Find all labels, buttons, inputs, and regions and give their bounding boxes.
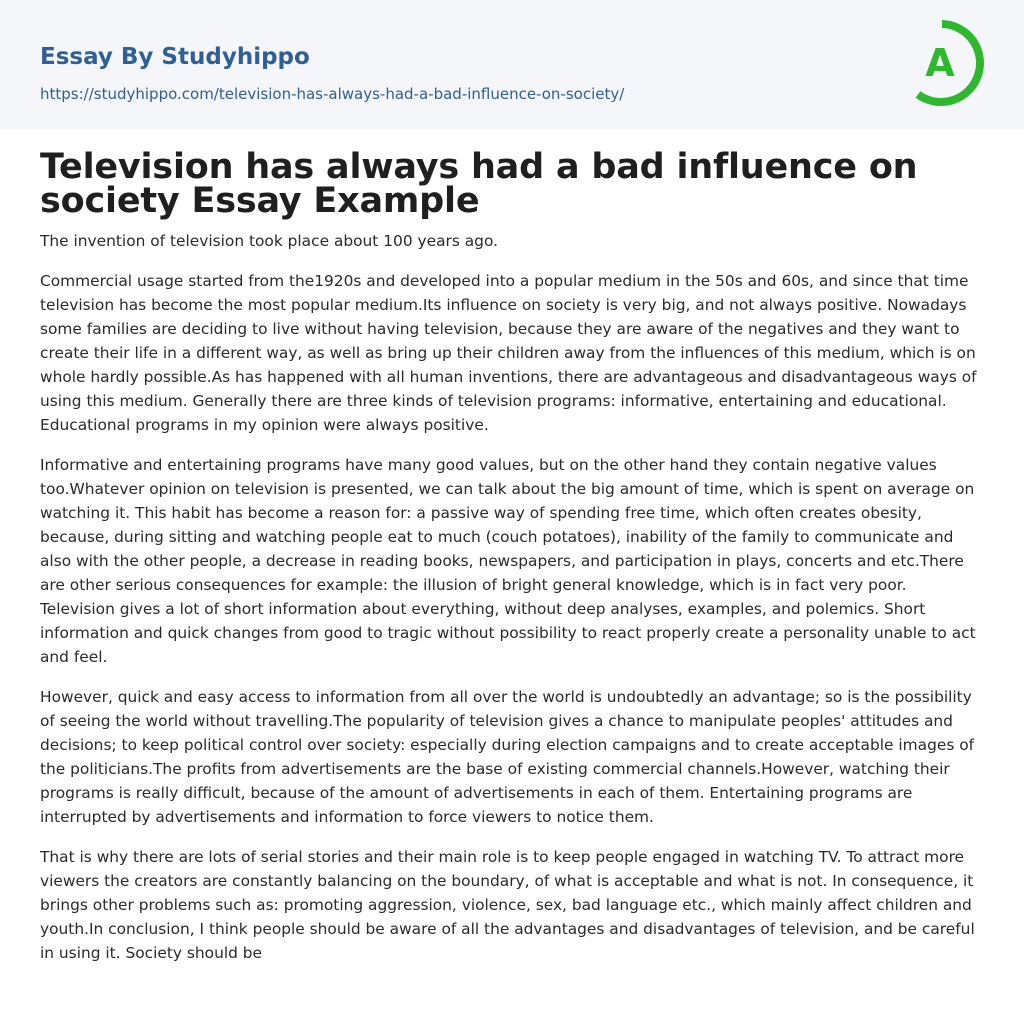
essay-content xyxy=(0,129,1024,965)
essay-paragraph-2: Commercial usage started from the1920s and developed into a popular medium in the 50s and 60s, and since that time television has become the most popular medium.Its influence on society is very big, and not always positive. Nowadays some families are deciding to live without having television, because they are aware of the negatives and they want to create their life in a different way, as well as bring up their children away from the influences of this medium, which is on whole hardly possible.As has happened with all human inventions, there are advantageous and disadvantageous ways of using this medium. Generally there are three kinds of television programs: informative, entertaining and educational. Educational programs in my opinion were always positive. xyxy=(40,272,977,434)
essay-paragraph-1: The invention of television took place about 100 years ago. xyxy=(40,232,498,250)
essay-paragraph-3: Informative and entertaining programs have many good values, but on the other hand they contain negative values too.Whatever opinion on television is presented, we can talk about the big amount of time, which is spent on average on watching it. This habit has become a reason for: a passive way of spending free time, which often creates obesity, because, during sitting and watching people eat to much (couch potatoes), inability of the family to communicate and also with the other people, a decrease in reading books, newspapers, and participation in plays, concerts and etc.There are other serious consequences for example: the illusion of bright general knowledge, which is in fact very poor. Television gives a lot of short information about everything, without deep analyses, examples, and polemics. Short information and quick changes from good to tragic without possibility to react properly create a personality unable to act and feel. xyxy=(40,456,976,666)
logo-letter: A xyxy=(925,41,955,85)
studyhippo-logo-icon[interactable] xyxy=(898,19,986,107)
essay-paragraph-4: However, quick and easy access to information from all over the world is undoubtedly an advantage; so is the possibility of seeing the world without travelling.The popularity of television gives a chance to manipulate peoples' attitudes and decisions; to keep political control over society: especially during election campaigns and to create acceptable images of the politicians.The profits from advertisements are the base of existing commercial channels.However, watching their programs is really difficult, because of the amount of advertisements in each of them. Entertaining programs are interrupted by advertisements and information to force viewers to notice them. xyxy=(40,688,975,826)
site-header xyxy=(0,0,1024,129)
source-url-link[interactable]: https://studyhippo.com/television-has-always-had-a-bad-influence-on-society/ xyxy=(40,85,625,103)
essay-paragraph-5: That is why there are lots of serial stories and their main role is to keep people engaged in watching TV. To attract more viewers the creators are constantly balancing on the boundary, of what is acceptable and what is not. In consequence, it brings other problems such as: promoting aggression, violence, sex, bad language etc., which mainly affect children and youth.In conclusion, I think people should be aware of all the advantages and disadvantages of television, and be careful in using it. Society should be xyxy=(40,848,975,962)
site-brand[interactable]: Essay By Studyhippo xyxy=(40,44,310,70)
essay-title: Television has always had a bad influence on society Essay Example xyxy=(40,147,918,221)
